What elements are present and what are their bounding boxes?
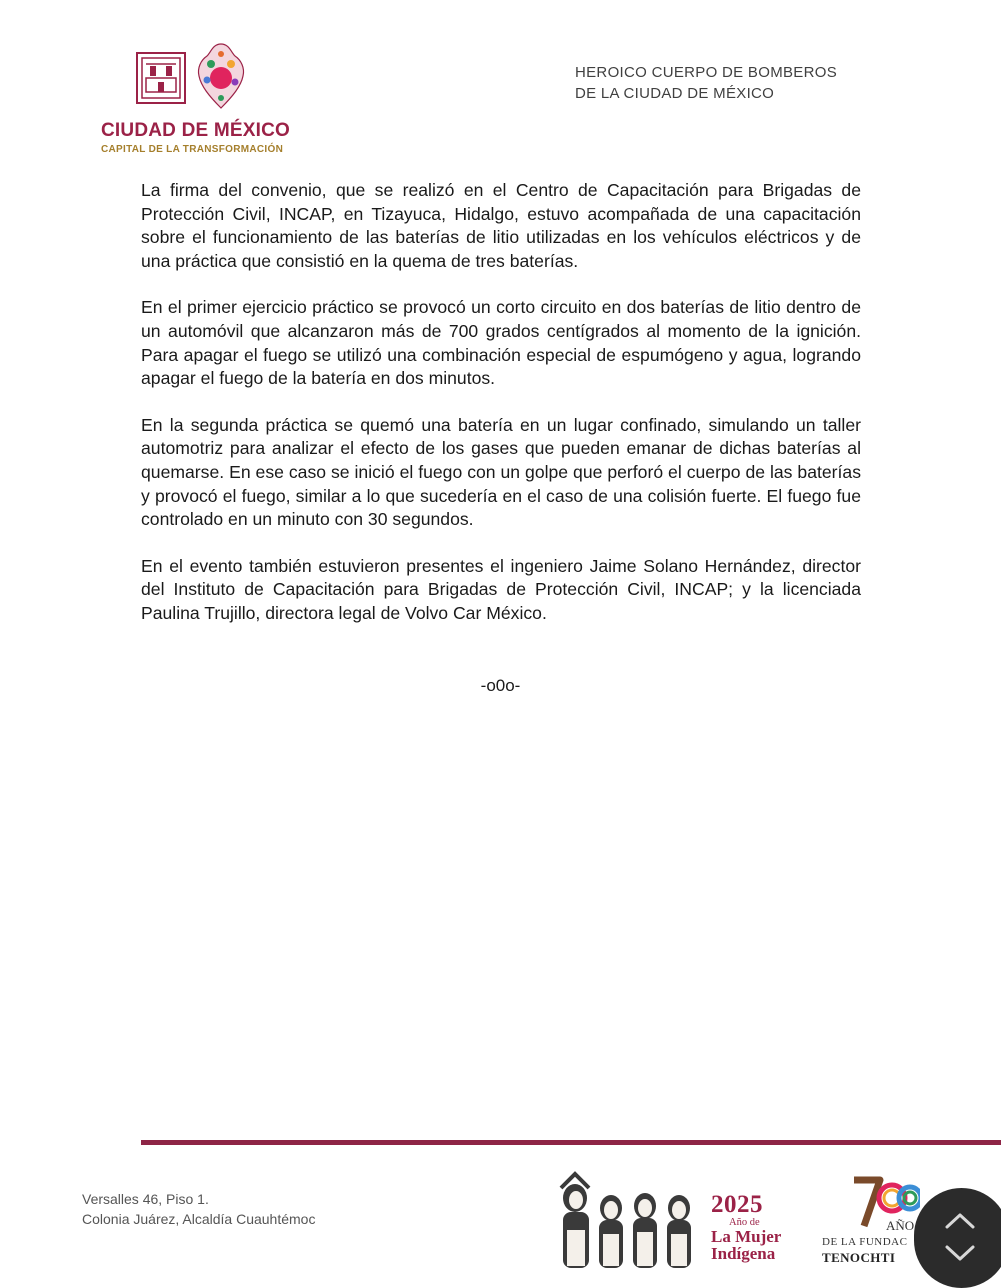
chevron-down-icon[interactable]	[944, 1244, 976, 1262]
organization-line: HEROICO CUERPO DE BOMBEROS	[575, 64, 838, 81]
year-number: 2025	[711, 1191, 763, 1218]
paragraph: En el primer ejercicio práctico se provocó un corto circuito en dos baterías de litio dentro de un automóvil que alcanzaron más de 700 grados centígrados al momento de la ignición. Para apagar el fuego se utilizó una combinación especial de espumógeno y agua, logrando apagar el fuego de la batería en dos minutos.	[141, 297, 861, 389]
address-line: Colonia Juárez, Alcaldía Cuauhtémoc	[82, 1211, 316, 1227]
document-body	[141, 179, 861, 649]
page-scroll-control[interactable]	[914, 1188, 1001, 1288]
brand-subtitle: CAPITAL DE LA TRANSFORMACIÓN	[101, 144, 284, 155]
address-line: Versalles 46, Piso 1.	[82, 1191, 209, 1207]
year-line-1: La Mujer	[711, 1227, 782, 1246]
organization-line: DE LA CIUDAD DE MÉXICO	[575, 85, 775, 102]
organization-name	[575, 62, 837, 104]
chevron-up-icon[interactable]	[944, 1212, 976, 1230]
cdmx-heart-map-logo	[193, 40, 249, 112]
paragraph: En el evento también estuvieron presentes el ingeniero Jaime Solano Hernández, director del Instituto de Capacitación para Brigadas de Protección Civil, INCAP; y la licenciada Paulina Trujillo, directora legal de Volvo Car México.	[141, 555, 861, 623]
year-caption: Año de	[729, 1217, 760, 1228]
year-line-2: Indígena	[711, 1244, 776, 1263]
year-of-indigenous-women-logo	[711, 1193, 781, 1262]
paragraph: La firma del convenio, que se realizó en el Centro de Capacitación para Brigadas de Protección Civil, INCAP, en Tizayuca, Hidalgo, estuvo acompañada de una capacitación sobre el funcionamiento de las baterías de litio utilizadas en los vehículos eléctricos y de una práctica que consistió en la quema de tres baterías.	[141, 180, 861, 271]
anniversary-line-1: DE LA FUNDAC	[822, 1236, 908, 1248]
anniversary-years: AÑO	[886, 1218, 915, 1233]
indigenous-women-illustration	[553, 1168, 701, 1268]
paragraph: En la segunda práctica se quemó una batería en un lugar confinado, simulando un taller automotriz para analizar el efecto de los gases que pueden emanar de dichas baterías al quemarse. En ese caso se inició el fuego con un golpe que perforó el cuerpo de las baterías y provocó el fuego, similar a lo que sucedería en el caso de una colisión fuerte. El fuego fue controlado en un minuto con 30 segundos.	[141, 414, 861, 530]
closing-mark: -o0o-	[480, 676, 521, 695]
footer-divider	[141, 1140, 1001, 1145]
brand-title: CIUDAD DE MÉXICO	[101, 120, 290, 141]
address-block	[82, 1189, 315, 1229]
anniversary-line-2: TENOCHTI	[822, 1250, 896, 1265]
cdmx-shield-logo	[136, 52, 186, 104]
